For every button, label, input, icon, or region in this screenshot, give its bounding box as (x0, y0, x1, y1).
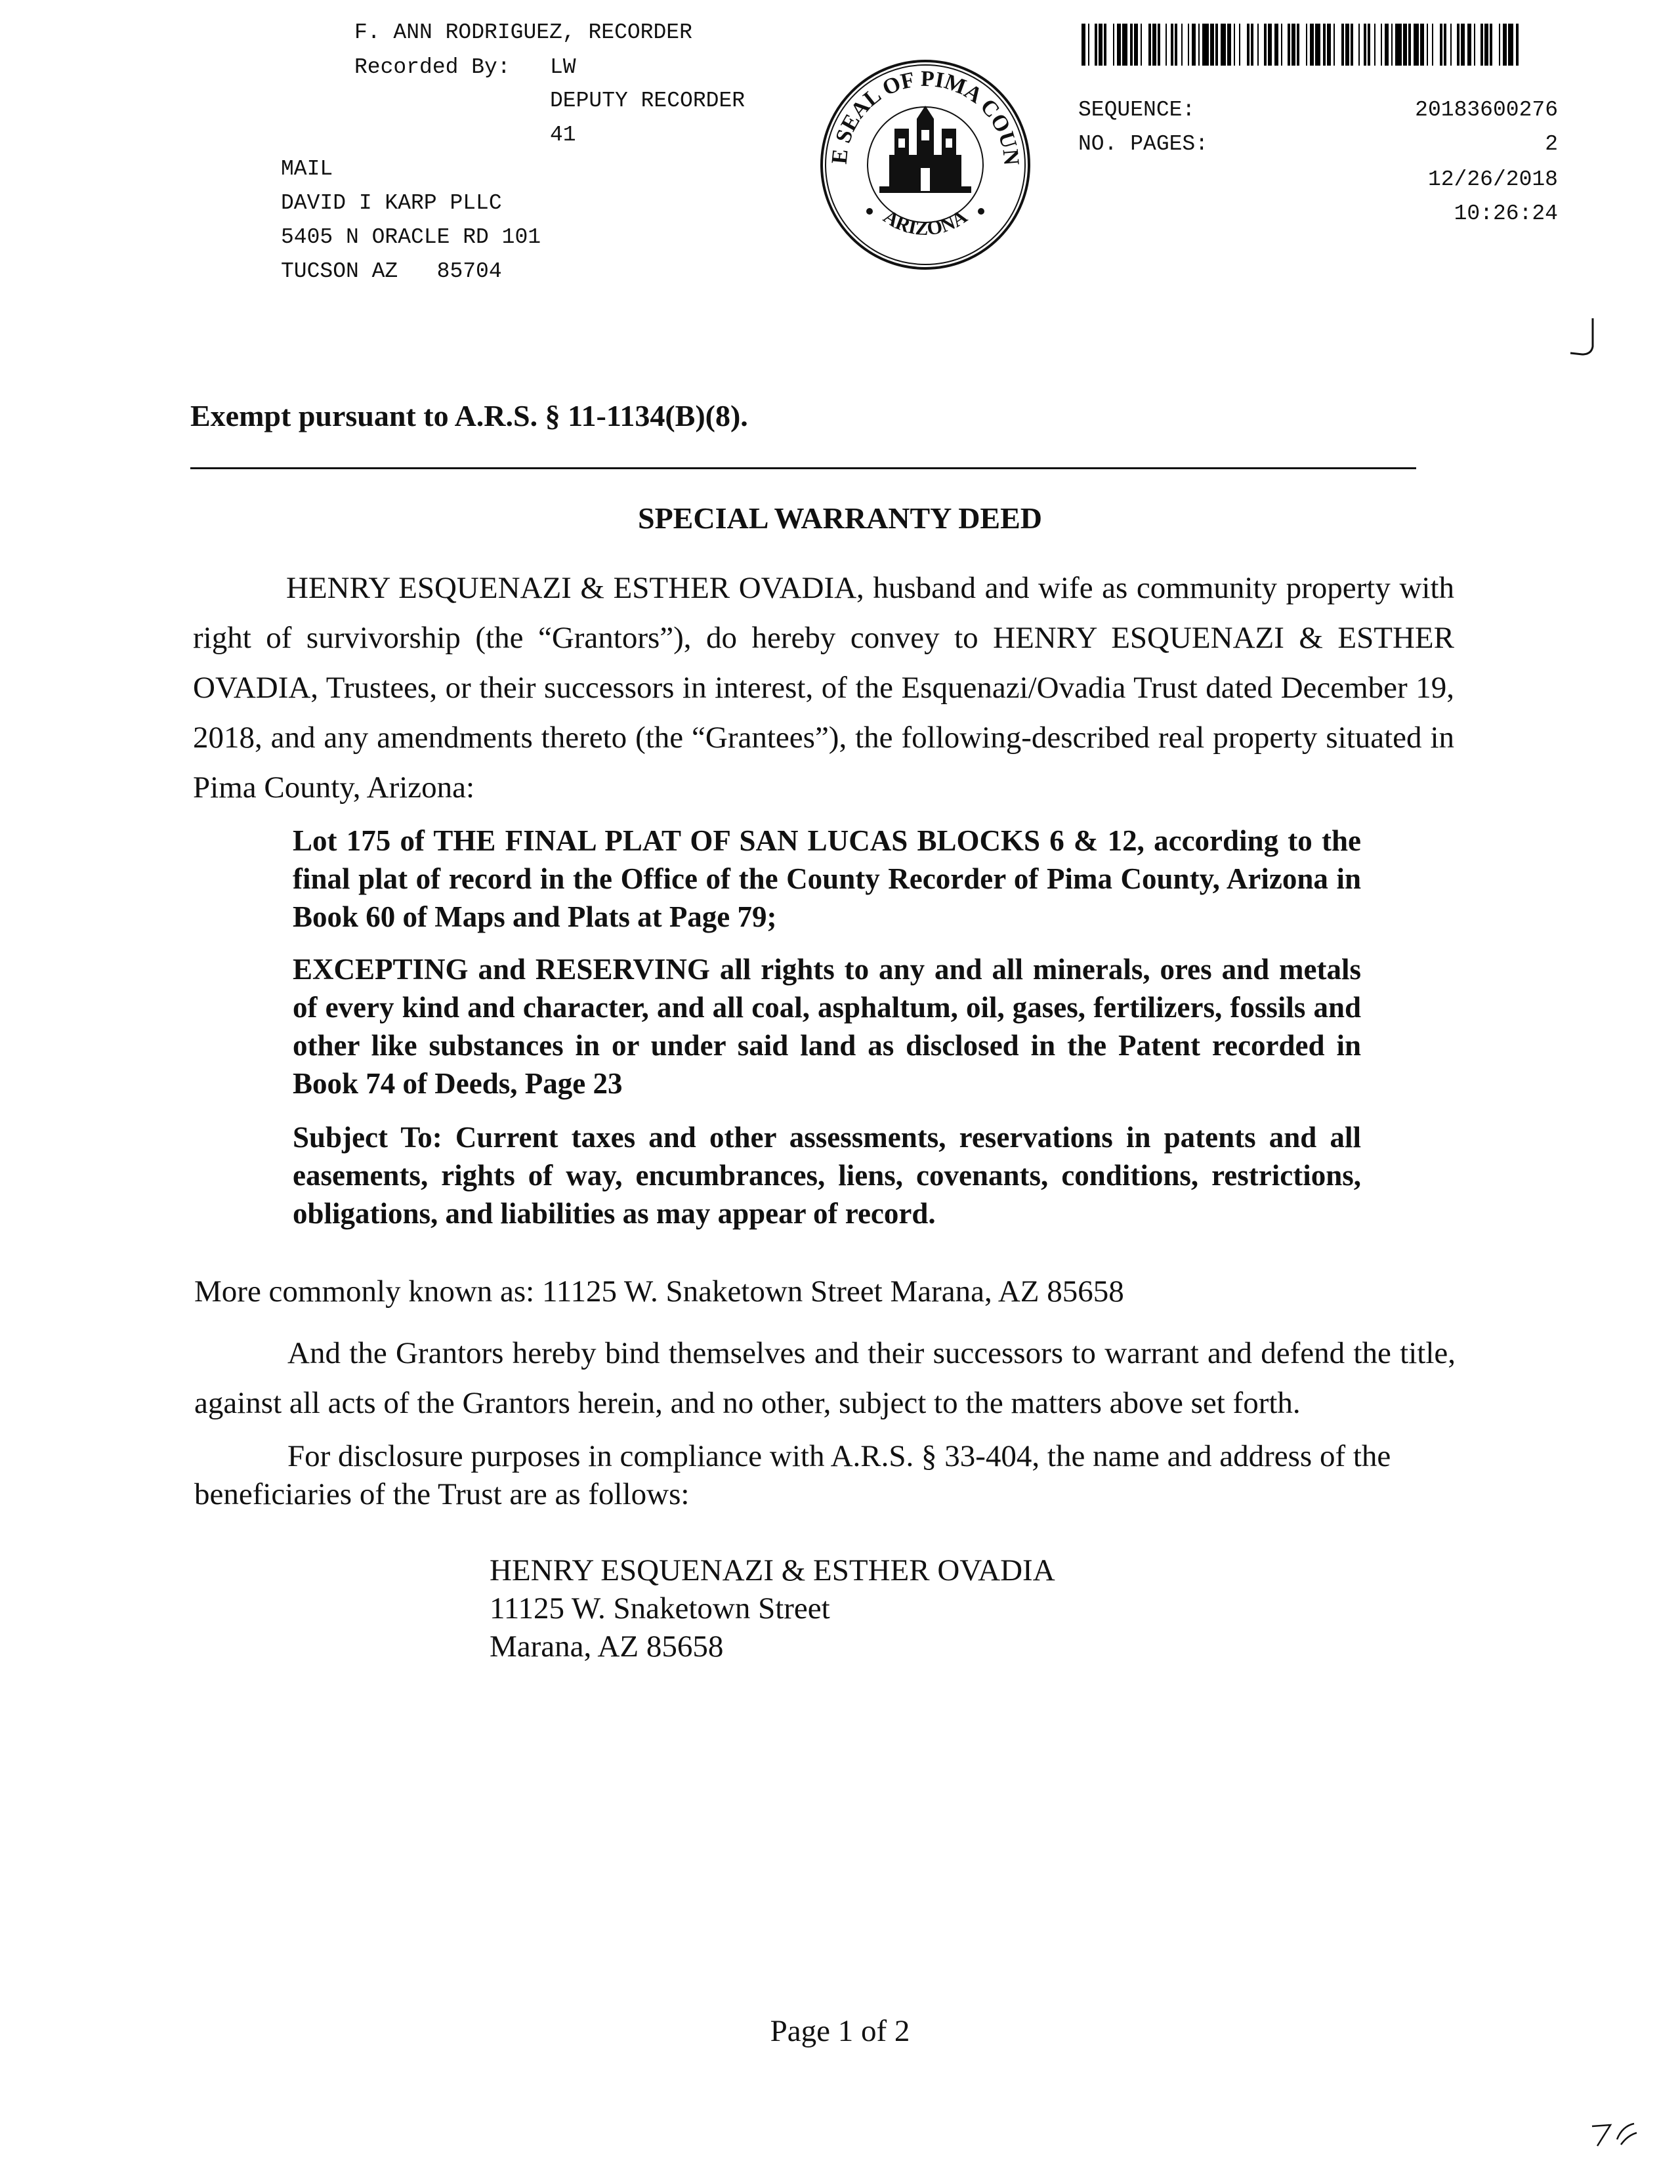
barcode-bar (1117, 24, 1121, 66)
mail-name: DAVID I KARP PLLC (281, 191, 502, 215)
barcode-bar (1408, 24, 1411, 66)
pages-value: 2 (1545, 132, 1558, 156)
beneficiary-street: 11125 W. Snaketown Street (490, 1591, 830, 1626)
deputy-title: DEPUTY RECORDER (550, 89, 746, 113)
barcode-bar (1088, 24, 1089, 66)
legal-description-exception: EXCEPTING and RESERVING all rights to any and all minerals, ores and metals of every kind and character, and all coal, asphaltum, oil, gases, fertilizers, fossils and other like substances in or under said land as disclosed in the Patent recorded in Book 74 of Deeds, Page 23 (293, 953, 1361, 1100)
page-number: Page 1 of 2 (770, 2014, 910, 2048)
barcode-bar (1175, 24, 1177, 66)
barcode-bar (1341, 24, 1344, 66)
barcode-bar (1440, 24, 1442, 66)
barcode-bar (1358, 24, 1360, 66)
disclosure-paragraph: For disclosure purposes in compliance with A.R.S. § 33-404, the name and address of the beneficiaries of the Trust are as follows: (194, 1439, 1391, 1511)
barcode-bar (1181, 24, 1183, 66)
barcode-bar (1467, 24, 1471, 66)
legal-description-lot: Lot 175 of THE FINAL PLAT OF SAN LUCAS BLOCKS 6 & 12, according to the final plat of record in the Office of the County Recorder of Pima County, Arizona in Book 60 of Maps and Plats at Page 79; (293, 824, 1361, 933)
barcode-bar (1202, 24, 1209, 66)
barcode-bar (1234, 24, 1235, 66)
barcode-bar (1221, 24, 1226, 66)
barcode-bar (1247, 24, 1250, 66)
barcode-bar (1122, 24, 1127, 66)
recording-date: 12/26/2018 (1427, 167, 1558, 192)
barcode-bar (1310, 24, 1314, 66)
barcode-bar (1334, 24, 1335, 66)
recorder-name: F. ANN RODRIGUEZ, RECORDER (354, 20, 692, 45)
barcode-bar (1395, 24, 1402, 66)
handwritten-initials (1588, 2120, 1641, 2152)
barcode-bar (1192, 24, 1196, 66)
recorded-by-value: LW (550, 55, 576, 79)
barcode-bar (1099, 24, 1102, 66)
beneficiary-city: Marana, AZ 85658 (490, 1629, 724, 1664)
barcode-bar (1274, 24, 1278, 66)
barcode-bar (1251, 24, 1253, 66)
barcode-bar (1297, 24, 1299, 66)
barcode-bar (1104, 24, 1106, 66)
barcode-bar (1474, 24, 1475, 66)
barcode-bar (1351, 24, 1353, 66)
barcode-bar (1444, 24, 1446, 66)
barcode-bar (1391, 24, 1393, 66)
barcode-bar (1516, 24, 1519, 66)
barcode-bar (1141, 24, 1142, 66)
common-address: More commonly known as: 11125 W. Snaketown Street Marana, AZ 85658 (194, 1274, 1124, 1309)
recording-time: 10:26:24 (1454, 201, 1558, 226)
barcode-bar (1374, 24, 1376, 66)
barcode-bar (1134, 24, 1138, 66)
barcode-bar (1508, 24, 1513, 66)
barcode-bar (1323, 24, 1326, 66)
barcode-bar (1158, 24, 1160, 66)
margin-check-mark (1565, 315, 1605, 361)
barcode-bar (1499, 24, 1500, 66)
barcode-bar (1171, 24, 1173, 66)
barcode-bar (1432, 24, 1433, 66)
seal-top-text: E SEAL OF PIMA COUN (827, 66, 1024, 167)
barcode-bar (1385, 24, 1389, 66)
sequence-label: SEQUENCE: (1078, 98, 1196, 122)
barcode-bar (1364, 24, 1366, 66)
barcode-bar (1198, 24, 1200, 66)
barcode-bar (1381, 24, 1382, 66)
barcode-bar (1210, 24, 1214, 66)
mail-street: 5405 N ORACLE RD 101 (281, 225, 541, 249)
barcode-bar (1480, 24, 1483, 66)
recorded-by-label: Recorded By: (354, 55, 511, 79)
barcode-bar (1130, 24, 1133, 66)
barcode-bar (1450, 24, 1452, 66)
barcode-bar (1414, 24, 1419, 66)
barcode-bar (1292, 24, 1295, 66)
legal-description-subject-to: Subject To: Current taxes and other assessments, reservations in patents and all easements, rights of way, encumbrances, liens, covenants, conditions, restrictions, obligations, and liabilities as may appear of record. (293, 1121, 1361, 1230)
barcode-bar (1281, 24, 1282, 66)
barcode-bar (1327, 24, 1331, 66)
seal-bottom-text: ARIZONA (879, 205, 971, 240)
barcode-bar (1403, 24, 1407, 66)
warranty-paragraph: And the Grantors hereby bind themselves and their successors to warrant and defend the title, against all acts of the Grantors herein, and no other, subject to the matters above set forth. (194, 1336, 1456, 1420)
conveyance-paragraph: HENRY ESQUENAZI & ESTHER OVADIA, husband and wife as community property with right of survivorship (the “Grantors”), do hereby convey to HENRY ESQUENAZI & ESTHER OVADIA, Trustees, or their successors in interest, of the Esquenazi/Ovadia Trust dated December 19, 2018, and any amendments thereto (the “Grantees”), the following-described real property situated in Pima County, Arizona: (193, 571, 1454, 805)
barcode-bar (1268, 24, 1272, 66)
exempt-statement: Exempt pursuant to A.R.S. § 11-1134(B)(8). (190, 399, 748, 432)
barcode-bar (1227, 24, 1231, 66)
document-title: SPECIAL WARRANTY DEED (637, 501, 1042, 535)
barcode-bar (1484, 24, 1488, 66)
barcode-bar (1427, 24, 1428, 66)
barcode (1082, 24, 1520, 66)
barcode-bar (1315, 24, 1320, 66)
barcode-bar (1082, 24, 1085, 66)
barcode-bar (1113, 24, 1114, 66)
barcode-bar (1148, 24, 1151, 66)
barcode-bar (1461, 24, 1465, 66)
barcode-bar (1490, 24, 1492, 66)
barcode-bar (1095, 24, 1097, 66)
barcode-bar (1503, 24, 1507, 66)
barcode-bar (1188, 24, 1189, 66)
barcode-bar (1420, 24, 1424, 66)
deputy-number: 41 (550, 123, 576, 147)
barcode-bar (1457, 24, 1460, 66)
county-seal (817, 56, 1034, 273)
barcode-bar (1239, 24, 1240, 66)
beneficiary-names: HENRY ESQUENAZI & ESTHER OVADIA (490, 1553, 1055, 1587)
mail-city-state-zip: TUCSON AZ 85704 (281, 259, 502, 284)
mail-label: MAIL (281, 157, 333, 181)
header-divider (190, 467, 1416, 469)
barcode-bar (1152, 24, 1156, 66)
barcode-bar (1264, 24, 1267, 66)
pages-label: NO. PAGES: (1078, 132, 1209, 156)
barcode-bar (1368, 24, 1370, 66)
barcode-bar (1306, 24, 1307, 66)
barcode-bar (1345, 24, 1349, 66)
sequence-value: 20183600276 (1415, 98, 1558, 122)
barcode-bar (1166, 24, 1167, 66)
barcode-bar (1257, 24, 1259, 66)
barcode-bar (1215, 24, 1218, 66)
barcode-bar (1288, 24, 1290, 66)
seal-graphic (817, 56, 1034, 273)
